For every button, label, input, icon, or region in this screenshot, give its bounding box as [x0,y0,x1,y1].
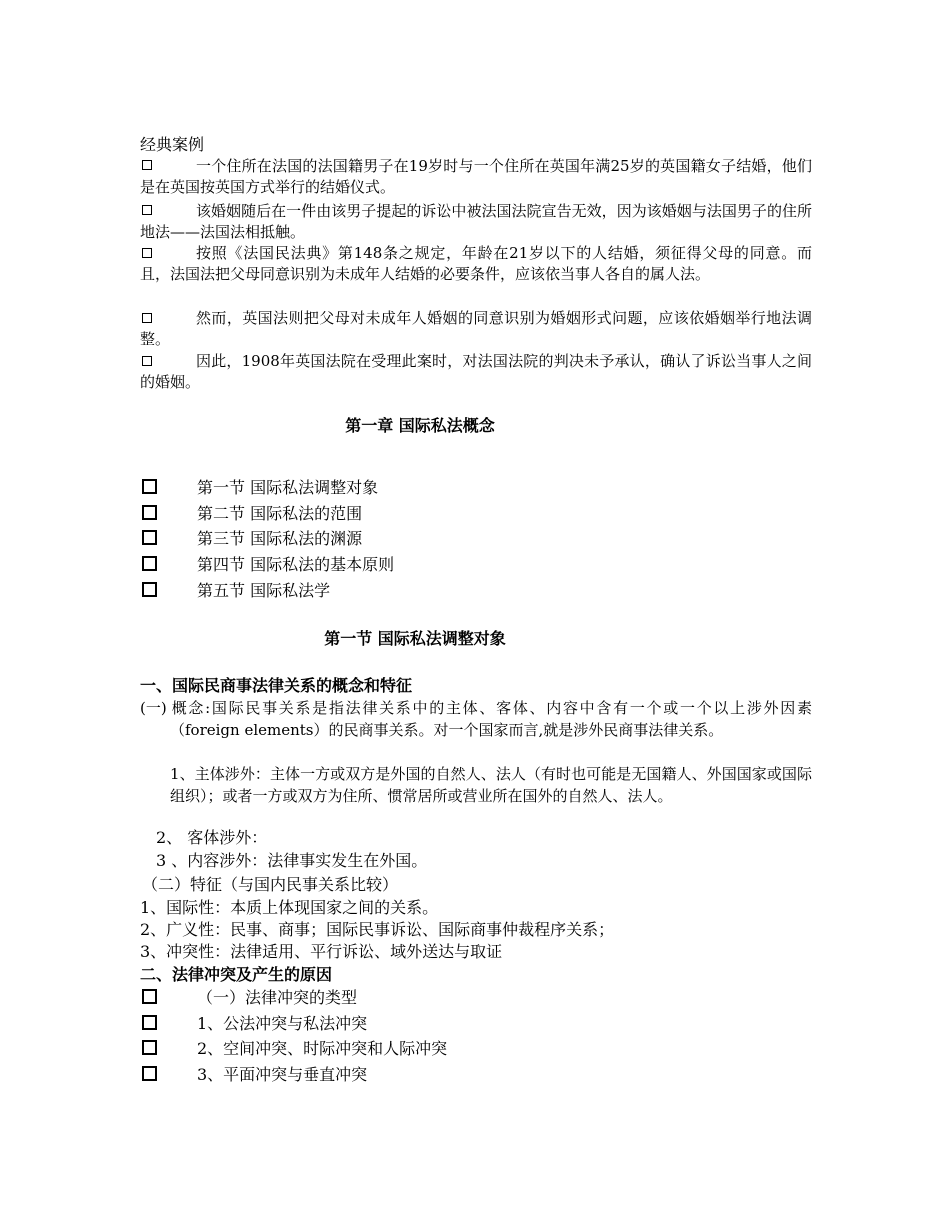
case-paragraph-1: 一个住所在法国的法国籍男子在19岁时与一个住所在英国年满25岁的英国籍女子结婚，他们是在英国按英国方式举行的结婚仪式。 [140,157,812,196]
section-list-item-3: 第三节 国际私法的渊源 [197,529,363,548]
concept-label: (一) [140,699,167,717]
checkbox-square-icon [142,530,157,545]
case-paragraph-2: 该婚姻随后在一件由该男子提起的诉讼中被法国法院宣告无效，因为该婚姻与法国男子的住所地法——法国法相抵触。 [140,202,812,241]
section-list-item-5: 第五节 国际私法学 [197,581,331,600]
conflict-item-2: 1、公法冲突与私法冲突 [197,1014,368,1033]
case-paragraph-4: 然而，英国法则把父母对未成年人婚姻的同意识别为婚姻形式问题，应该依婚姻举行地法调整。 [140,309,812,348]
section-title: 第一节 国际私法调整对象 [324,629,506,648]
section-list-item-1: 第一节 国际私法调整对象 [197,478,379,497]
feature-item-2: 2、广义性：民事、商事；国际民事诉讼、国际商事仲裁程序关系； [140,920,615,939]
checkbox-square-icon [142,1015,157,1030]
feature-item-1: 1、国际性：本质上体现国家之间的关系。 [140,898,439,917]
concept-text [170,697,812,741]
conflict-item-3: 2、空间冲突、时际冲突和人际冲突 [197,1039,448,1058]
checkbox-square-icon [142,1040,157,1055]
case-heading: 经典案例 [140,135,205,154]
checkbox-square-icon [142,989,157,1004]
feature-item-3: 3、冲突性：法律适用、平行诉讼、域外送达与取证 [140,942,503,961]
concept-body: 概念:国际民事关系是指法律关系中的主体、客体、内容中含有一个或一个以上涉外因素（foreign elements）的民商事关系。对一个国家而言,就是涉外民商事法律关系。 [170,699,812,739]
case-paragraph-5: 因此，1908年英国法院在受理此案时，对法国法院的判决未予承认，确认了诉讼当事人之间的婚姻。 [140,352,812,391]
section-list-item-2: 第二节 国际私法的范围 [197,504,363,523]
content-foreign-item: 3 、内容涉外：法律事实发生在外国。 [156,851,428,870]
checkbox-square-icon [142,556,157,571]
object-foreign-item: 2、 客体涉外： [156,828,268,847]
features-heading: （二）特征（与国内民事关系比较） [142,875,399,894]
conflict-item-4: 3、平面冲突与垂直冲突 [197,1065,368,1084]
case-paragraph-3: 按照《法国民法典》第148条之规定，年龄在21岁以下的人结婚，须征得父母的同意。而且，法国法把父母同意识别为未成年人结婚的必要条件，应该依当事人各自的属人法。 [140,244,812,283]
checkbox-square-icon [142,479,157,494]
checkbox-square-icon [142,582,157,597]
chapter-title: 第一章 国际私法概念 [345,416,495,435]
checkbox-square-icon [142,505,157,520]
checkbox-square-icon [142,1066,157,1081]
section-list-item-4: 第四节 国际私法的基本原则 [197,555,395,574]
conflict-item-1: （一）法律冲突的类型 [197,988,358,1007]
part2-heading: 二、法律冲突及产生的原因 [140,965,333,984]
subject-foreign-item: 1、主体涉外：主体一方或双方是外国的自然人、法人（有时也可能是无国籍人、外国国家或国际组织）；或者一方或双方为住所、惯常居所或营业所在国外的自然人、法人。 [170,765,812,805]
part1-heading: 一、国际民商事法律关系的概念和特征 [140,676,413,695]
